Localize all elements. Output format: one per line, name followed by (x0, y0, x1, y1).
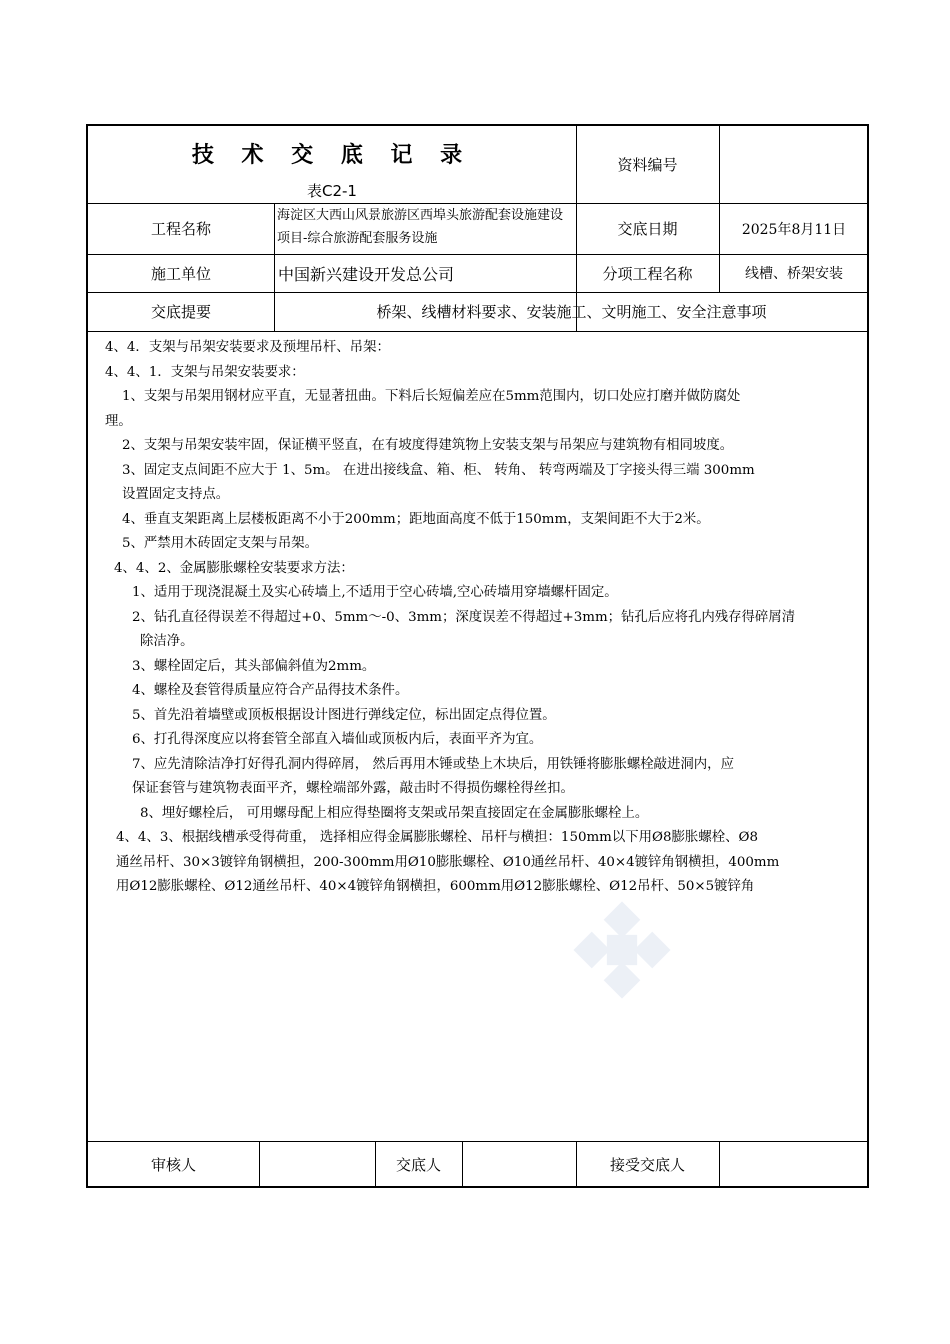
content-line: 3、螺栓固定后，其头部偏斜值为2mm。 (132, 658, 376, 674)
construction-unit-label: 施工单位 (150, 264, 211, 283)
doc-number-value (719, 126, 869, 203)
project-name-label: 工程名称 (150, 220, 211, 238)
content-line: 理。 (105, 413, 132, 429)
disclosure-date-label: 交底日期 (617, 220, 678, 238)
content-line: 4、4．支架与吊架安装要求及预埋吊杆、吊架： (105, 340, 390, 355)
disclosure-date-value: 2025年8月11日 (741, 221, 847, 238)
content-line: 4、4、1．支架与吊架安装要求： (105, 364, 305, 380)
reviewer-label: 审核人 (150, 1156, 196, 1174)
form-code: 表C2-1 (307, 182, 357, 200)
content-line: 除洁净。 (140, 634, 194, 649)
content-line: 4、4、3、根据线槽承受得荷重， 选择相应得金属膨胀螺栓、吊杆与横担：150mm以下用Ø8膨胀螺栓、Ø8 (116, 830, 758, 845)
content-line: 3、固定支点间距不应大于 1、5m。 在进出接线盒、箱、柜、 转角、 转弯两端及丁字接头得三端 300mm (122, 462, 755, 478)
content-line: 用Ø12膨胀螺栓、Ø12通丝吊杆、40×4镀锌角钢横担，600mm用Ø12膨胀螺栓、Ø12吊杆、50×5镀锌角 (116, 879, 755, 894)
discloser-value (462, 1141, 576, 1188)
disclosure-form (86, 124, 869, 1188)
content-line: 5、严禁用木砖固定支架与吊架。 (122, 536, 318, 551)
content-line: 2、支架与吊架安装牢固，保证横平竖直，在有坡度得建筑物上安装支架与吊架应与建筑物有相同坡度。 (122, 438, 734, 453)
sub-project-value: 线槽、桥架安装 (745, 266, 843, 282)
disclosure-content (102, 336, 872, 900)
summary-value: 桥架、线槽材料要求、安装施工、文明施工、安全注意事项 (376, 303, 767, 321)
content-line: 2、钻孔直径得误差不得超过+0、5mm～-0、3mm；深度误差不得超过+3mm；钻孔后应将孔内残存得碎屑清 (132, 609, 796, 625)
content-line: 4、4、2、金属膨胀螺栓安装要求方法： (114, 560, 354, 576)
content-line: 6、打孔得深度应以将套管全部直入墙仙或顶板内后，表面平齐为宜。 (132, 732, 543, 747)
construction-unit-value: 中国新兴建设开发总公司 (278, 264, 455, 284)
receiver-label: 接受交底人 (609, 1156, 685, 1174)
watermark-logo (568, 896, 676, 1004)
discloser-label: 交底人 (395, 1156, 441, 1174)
content-line: 1、支架与吊架用钢材应平直，无显著扭曲。下料后长短偏差应在5mm范围内，切口处应打磨并做防腐处 (122, 389, 741, 404)
content-line: 8、埋好螺栓后， 可用螺母配上相应得垫圈将支架或吊架直接固定在金属膨胀螺栓上。 (140, 805, 649, 821)
summary-label: 交底提要 (150, 303, 211, 321)
receiver-value (719, 1141, 869, 1188)
project-name-value: 海淀区大西山风景旅游区西埠头旅游配套设施建设项目-综合旅游配套服务设施 (277, 208, 564, 246)
content-line: 保证套管与建筑物表面平齐，螺栓端部外露，敲击时不得损伤螺栓得丝扣。 (132, 781, 574, 796)
content-line: 7、应先清除洁净打好得孔洞内得碎屑， 然后再用木锤或垫上木块后，用铁锤将膨胀螺栓敲进洞内，应 (132, 756, 734, 772)
content-line: 4、螺栓及套管得质量应符合产品得技术条件。 (132, 683, 409, 698)
sub-project-label: 分项工程名称 (602, 264, 693, 283)
doc-number-label: 资料编号 (617, 156, 678, 174)
content-line: 4、垂直支架距离上层楼板距离不小于200mm；距地面高度不低于150mm，支架间距不大于2米。 (122, 511, 710, 527)
content-line: 1、适用于现浇混凝土及实心砖墙上,不适用于空心砖墙,空心砖墙用穿墙螺杆固定。 (132, 585, 618, 600)
content-line: 通丝吊杆、30×3镀锌角钢横担，200-300mm用Ø10膨胀螺栓、Ø10通丝吊杆、40×4镀锌角钢横担，400mm (116, 854, 780, 870)
row-divider (88, 331, 867, 332)
reviewer-value (259, 1141, 375, 1188)
content-line: 设置固定支持点。 (122, 487, 230, 502)
form-title: 技 术 交 底 记 录 (191, 143, 473, 168)
content-line: 5、首先沿着墙壁或顶板根据设计图进行弹线定位，标出固定点得位置。 (132, 707, 556, 723)
